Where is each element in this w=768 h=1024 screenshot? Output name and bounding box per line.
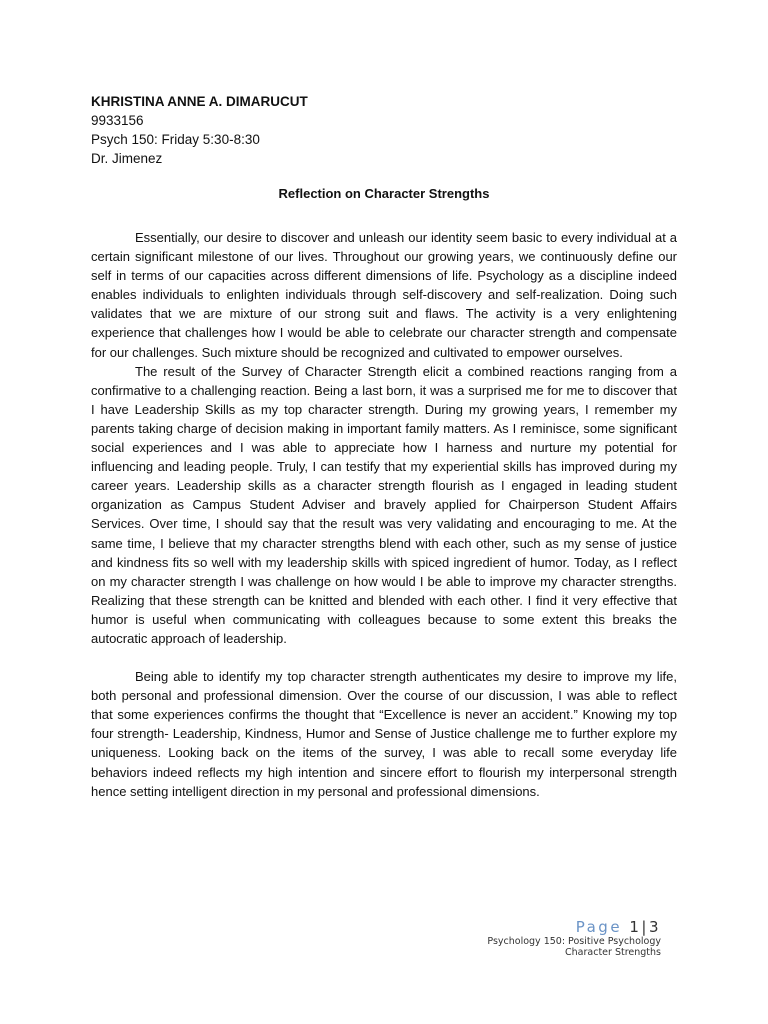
document-header [91, 92, 308, 168]
footer-course: Psychology 150: Positive Psychology [487, 936, 661, 947]
page-separator: | [641, 918, 649, 936]
document-title: Reflection on Character Strengths [278, 186, 490, 201]
footer-subject: Character Strengths [565, 947, 661, 958]
paragraph-1: Essentially, our desire to discover and unleash our identity seem basic to every individual at a certain significant milestone of our lives. Throughout our growing years, we continuously define our self in terms of our capacities across different dimensions of life. Psychology as a discipline indeed enables individuals to enlighten individuals through self-discovery and self-realization. Doing such validates that we are mixture of our strong suit and flaws. The activity is a very enlightening experience that challenges how I would be able to celebrate our character strength and compensate for our challenges. Such mixture should be recognized and cultivated to empower ourselves. [91, 230, 677, 360]
paragraph-3: Being able to identify my top character strength authenticates my desire to improve my life, both personal and professional dimension. Over the course of our discussion, I was able to reflect that some experiences confirms the thought that “Excellence is never an accident.” Knowing my top four strength- Leadership, Kindness, Humor and Sense of Justice challenge me to further explore my uniqueness. Looking back on the items of the survey, I was able to recall some everyday life behaviors indeed reflects my high intention and sincere effort to flourish my interpersonal strength hence setting intelligent direction in my personal and professional dimensions. [91, 669, 677, 799]
course-info: Psych 150: Friday 5:30-8:30 [91, 132, 260, 147]
instructor-name: Dr. Jimenez [91, 151, 163, 166]
author-name: KHRISTINA ANNE A. DIMARUCUT [91, 94, 308, 109]
page-total: 3 [648, 918, 661, 936]
page-footer [487, 918, 661, 958]
page-label: Page [575, 918, 623, 936]
page-current: 1 [629, 918, 642, 936]
document-body [91, 228, 677, 801]
student-id: 9933156 [91, 113, 144, 128]
page-number [487, 918, 661, 936]
paragraph-2: The result of the Survey of Character Strength elicit a combined reactions ranging from a confirmative to a challenging reaction. Being a last born, it was a surprised me for me to discover that I have Leadership Skills as my top character strength. During my growing years, I remember my parents taking charge of decision making in important family matters. As I reminisce, some significant social experiences and I was able to appreciate how I harness and nurture my potential for influencing and leading people. Truly, I can testify that my experiential skills has improved during my career years. Leadership skills as a character strength flourish as I engaged in leading student organization as Campus Student Adviser and bravely applied for Chairperson Student Affairs Services. Over time, I should say that the result was very validating and encouraging to me. At the same time, I believe that my character strengths blend with each other, such as my sense of justice and kindness fits so well with my leadership skills with spiced ingredient of humor. Today, as I reflect on my character strength I was challenge on how would I be able to improve my character strengths. Realizing that these strength can be knitted and blended with each other. I find it very effective that humor is useful when communicating with colleagues because to some extent this breaks the autocratic approach of leadership. [91, 363, 677, 646]
